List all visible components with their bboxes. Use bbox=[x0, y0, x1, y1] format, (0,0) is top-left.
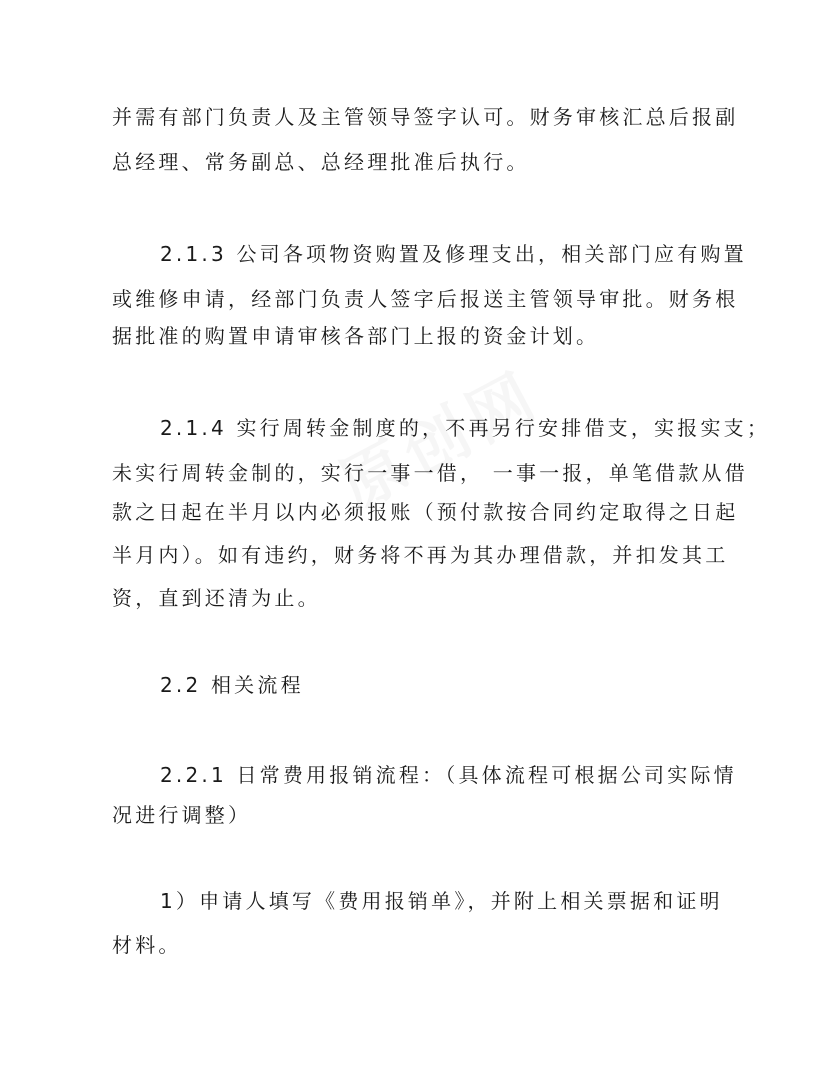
paragraph-3-line-2: 未实行周转金制的，实行一事一借， 一事一报，单笔借款从借 bbox=[112, 461, 748, 485]
paragraph-2-line-1: 2.1.3 公司各项物资购置及修理支出，相关部门应有购置 bbox=[160, 242, 747, 266]
paragraph-1-line-2: 总经理、常务副总、总经理批准后执行。 bbox=[112, 150, 530, 174]
paragraph-3-line-5: 资，直到还清为止。 bbox=[112, 586, 321, 610]
paragraph-3-line-1: 2.1.4 实行周转金制度的，不再另行安排借支，实报实支； bbox=[160, 416, 771, 440]
paragraph-1-line-1: 并需有部门负责人及主管领导签字认可。财务审核汇总后报副 bbox=[112, 105, 739, 129]
paragraph-5-line-1: 2.2.1 日常费用报销流程：（具体流程可根据公司实际情 bbox=[160, 763, 737, 787]
paragraph-5-line-2: 况进行调整） bbox=[112, 803, 252, 827]
paragraph-3-line-4: 半月内）。如有违约，财务将不再为其办理借款，并扣发其工 bbox=[112, 543, 729, 567]
section-heading: 2.2 相关流程 bbox=[160, 673, 304, 697]
paragraph-3-line-3: 款之日起在半月以内必须报账（预付款按合同约定取得之日起 bbox=[112, 500, 739, 524]
paragraph-6-line-1: 1）申请人填写《费用报销单》，并附上相关票据和证明 bbox=[160, 889, 723, 913]
paragraph-6-line-2: 材料。 bbox=[112, 933, 182, 957]
paragraph-2-line-2: 或维修申请，经部门负责人签字后报送主管领导审批。财务根 bbox=[112, 287, 739, 311]
paragraph-2-line-3: 据批准的购置申请审核各部门上报的资金计划。 bbox=[112, 324, 600, 348]
